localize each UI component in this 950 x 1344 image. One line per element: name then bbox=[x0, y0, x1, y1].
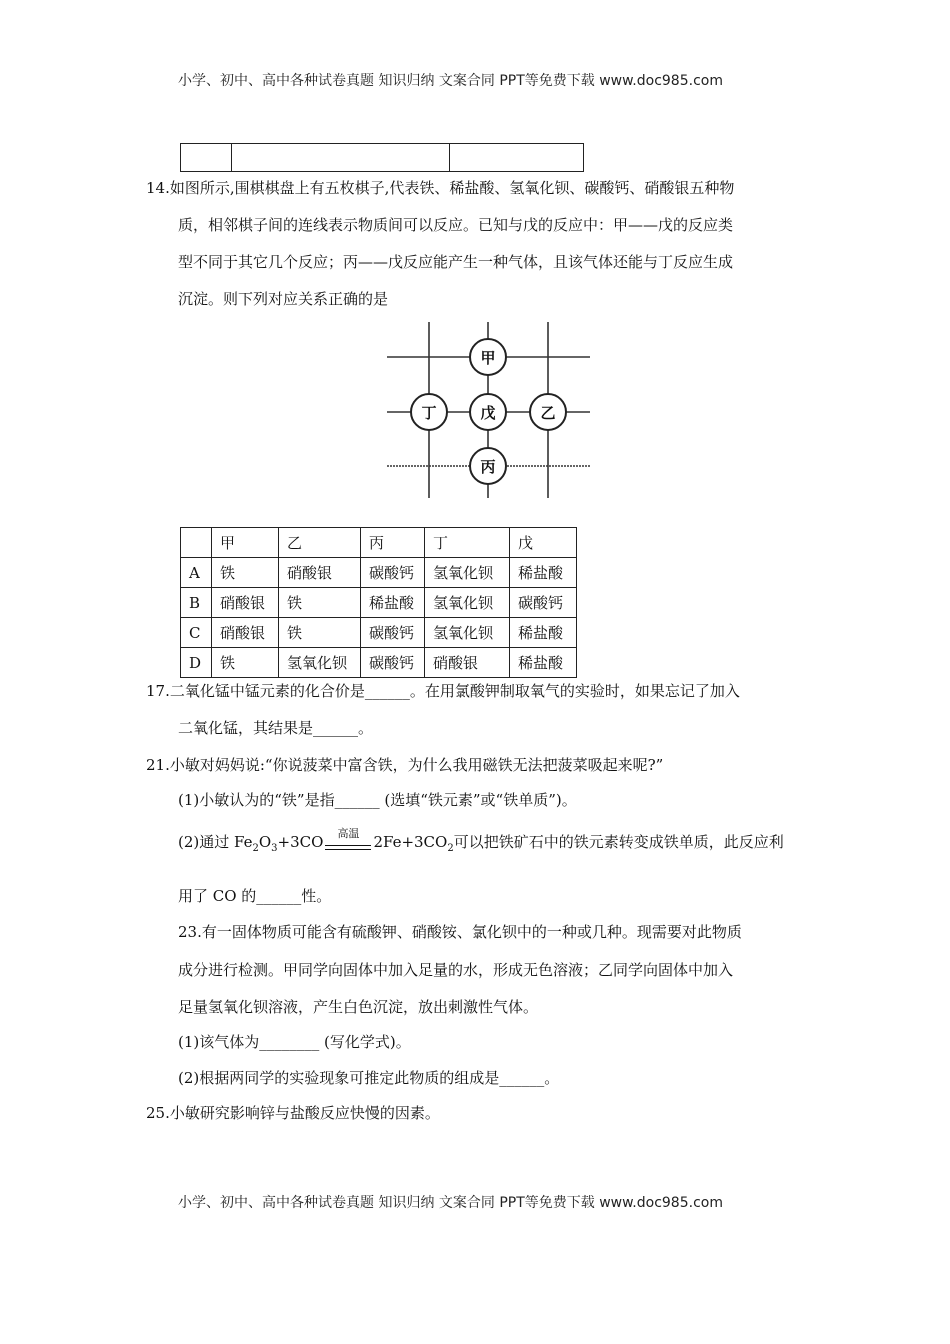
top-table-cell bbox=[232, 144, 450, 172]
top-table-fragment bbox=[180, 143, 584, 172]
q14-line-1: 14.如图所示,围棋棋盘上有五枚棋子,代表铁、稀盐酸、氢氧化钡、碳酸钙、硝酸银五种物 bbox=[146, 179, 735, 197]
reaction-condition-label: 高温 bbox=[337, 827, 360, 840]
table-cell: 碳酸钙 bbox=[361, 648, 425, 678]
options-table bbox=[180, 527, 577, 678]
table-cell: D bbox=[181, 648, 212, 678]
table-cell: 碳酸钙 bbox=[361, 558, 425, 588]
stone-label-left: 丁 bbox=[421, 404, 437, 422]
table-cell: A bbox=[181, 558, 212, 588]
table-header-cell: 丙 bbox=[361, 528, 425, 558]
q23-line-2: 成分进行检测。甲同学向固体中加入足量的水，形成无色溶液；乙同学向固体中加入 bbox=[178, 961, 734, 979]
q21-eq-sub: 2 bbox=[447, 843, 454, 854]
table-header-cell: 戊 bbox=[510, 528, 577, 558]
go-board-diagram bbox=[385, 320, 595, 502]
table-cell: 铁 bbox=[212, 558, 279, 588]
table-cell: 稀盐酸 bbox=[510, 558, 577, 588]
q21-eq-text: 可以把铁矿石中的铁元素转变成铁单质，此反应利 bbox=[453, 833, 784, 851]
question-25: 25.小敏研究影响锌与盐酸反应快慢的因素。 bbox=[146, 1104, 440, 1122]
page-footer: 小学、初中、高中各种试卷真题 知识归纳 文案合同 PPT等免费下载 www.doc985.com bbox=[178, 1195, 723, 1211]
table-cell: 稀盐酸 bbox=[510, 648, 577, 678]
table-cell: 碳酸钙 bbox=[510, 588, 577, 618]
q17-line-1: 17.二氧化锰中锰元素的化合价是______。在用氯酸钾制取氧气的实验时，如果忘记了加入 bbox=[146, 682, 740, 700]
table-cell: 氢氧化钡 bbox=[425, 558, 510, 588]
table-cell: 硝酸银 bbox=[279, 558, 361, 588]
stone-label-center: 戊 bbox=[480, 404, 496, 422]
q21-eq-text: O bbox=[258, 833, 272, 851]
q21-eq-sub: 3 bbox=[271, 843, 278, 854]
q21-eq-text: 2Fe+3CO bbox=[373, 833, 448, 851]
table-cell: 铁 bbox=[279, 618, 361, 648]
top-table-cell bbox=[450, 144, 584, 172]
table-header-cell: 丁 bbox=[425, 528, 510, 558]
q14-line-4: 沉淀。则下列对应关系正确的是 bbox=[178, 290, 389, 308]
table-cell: 氢氧化钡 bbox=[425, 588, 510, 618]
q21-part-1: (1)小敏认为的“铁”是指______ (选填“铁元素”或“铁单质”)。 bbox=[178, 791, 577, 809]
table-cell: 铁 bbox=[279, 588, 361, 618]
table-cell: 硝酸银 bbox=[425, 648, 510, 678]
table-cell: B bbox=[181, 588, 212, 618]
stone-label-right: 乙 bbox=[540, 404, 556, 422]
table-cell: C bbox=[181, 618, 212, 648]
q21-part-2-line-2: 用了 CO 的______性。 bbox=[178, 887, 332, 905]
table-cell: 铁 bbox=[212, 648, 279, 678]
table-row bbox=[181, 648, 577, 678]
table-header-cell: 甲 bbox=[212, 528, 279, 558]
table-row bbox=[181, 618, 577, 648]
q21-intro: 21.小敏对妈妈说:“你说菠菜中富含铁，为什么我用磁铁无法把菠菜吸起来呢?” bbox=[146, 756, 664, 774]
table-cell: 氢氧化钡 bbox=[279, 648, 361, 678]
q21-eq-sub: 2 bbox=[252, 843, 259, 854]
table-cell: 稀盐酸 bbox=[361, 588, 425, 618]
q23-line-3: 足量氢氧化钡溶液，产生白色沉淀，放出刺激性气体。 bbox=[178, 998, 539, 1016]
top-table-cell bbox=[181, 144, 232, 172]
reaction-condition bbox=[323, 827, 373, 852]
table-cell: 硝酸银 bbox=[212, 588, 279, 618]
q21-eq-text: +3CO bbox=[277, 833, 324, 851]
table-row bbox=[181, 558, 577, 588]
table-cell: 碳酸钙 bbox=[361, 618, 425, 648]
table-row bbox=[181, 588, 577, 618]
stone-label-top: 甲 bbox=[480, 349, 496, 367]
table-header-row bbox=[181, 528, 577, 558]
equals-bar-upper bbox=[325, 845, 371, 846]
equals-bar-lower bbox=[325, 849, 371, 850]
table-cell: 稀盐酸 bbox=[510, 618, 577, 648]
q23-part-2: (2)根据两同学的实验现象可推定此物质的组成是______。 bbox=[178, 1069, 560, 1087]
q14-line-2: 质，相邻棋子间的连线表示物质间可以反应。已知与戊的反应中：甲——戊的反应类 bbox=[178, 216, 734, 234]
table-cell: 硝酸银 bbox=[212, 618, 279, 648]
table-cell: 氢氧化钡 bbox=[425, 618, 510, 648]
table-header-cell bbox=[181, 528, 212, 558]
q21-eq-text: (2)通过 Fe bbox=[178, 833, 253, 851]
stone-label-bottom: 丙 bbox=[480, 458, 496, 476]
page-header: 小学、初中、高中各种试卷真题 知识归纳 文案合同 PPT等免费下载 www.doc985.com bbox=[178, 73, 723, 89]
q17-line-2: 二氧化锰，其结果是______。 bbox=[178, 719, 374, 737]
q14-line-3: 型不同于其它几个反应；丙——戊反应能产生一种气体，且该气体还能与丁反应生成 bbox=[178, 253, 734, 271]
table-header-cell: 乙 bbox=[279, 528, 361, 558]
q23-part-1: (1)该气体为________ (写化学式)。 bbox=[178, 1033, 411, 1051]
q21-part-2-equation bbox=[178, 827, 784, 859]
q23-line-1: 23.有一固体物质可能含有硫酸钾、硝酸铵、氯化钡中的一种或几种。现需要对此物质 bbox=[178, 923, 742, 941]
